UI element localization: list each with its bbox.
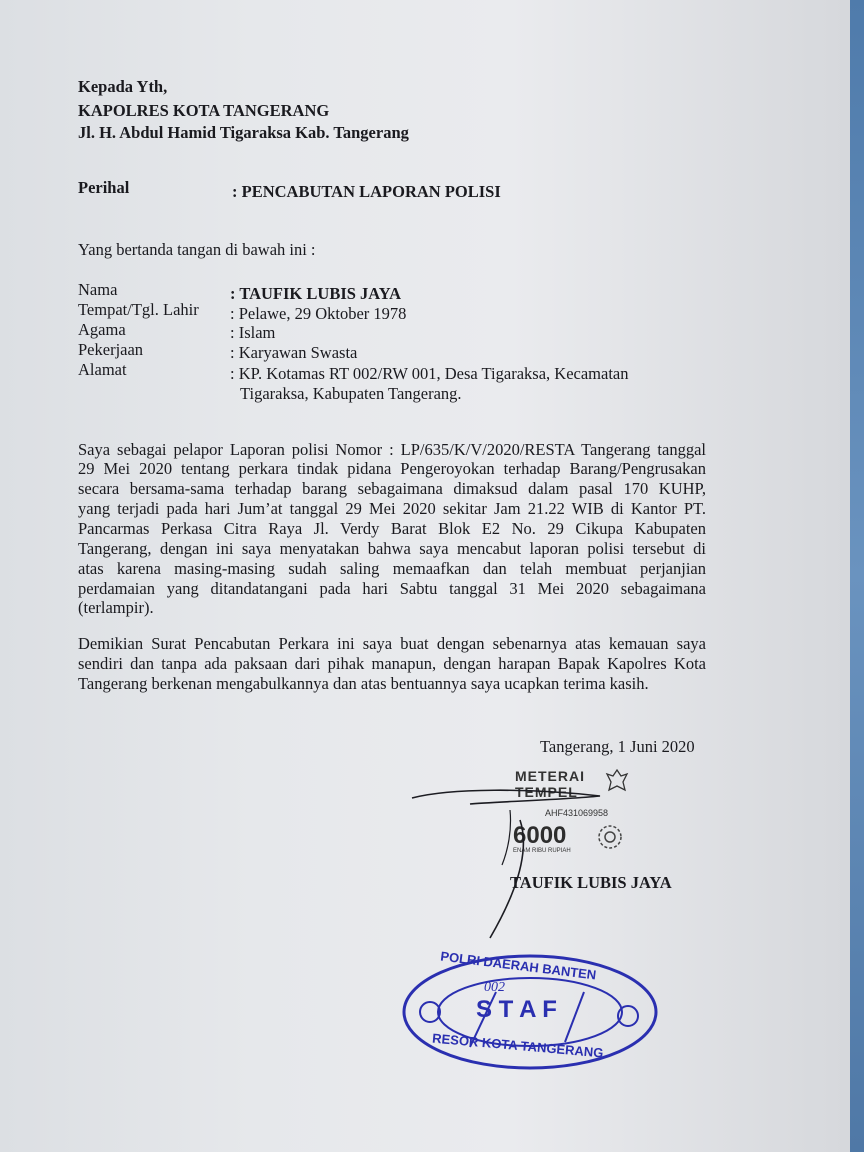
subject-value: : PENCABUTAN LAPORAN POLISI: [232, 182, 501, 201]
paragraph-line: Pancarmas Perkasa Citra Raya Jl. Verdy Barat Blok E2 No. 29 Cikupa Kabupaten: [78, 519, 706, 538]
identity-label: Alamat: [78, 360, 127, 379]
paragraph-line: secara bersama-sama terhadap barang sebagaimana dimaksud dalam pasal 170 KUHP,: [78, 479, 706, 498]
identity-label: Nama: [78, 280, 118, 299]
handwritten-signature: [410, 770, 610, 945]
identity-value: : Karyawan Swasta: [230, 343, 358, 362]
recipient-greeting: Kepada Yth,: [78, 77, 168, 96]
recipient-office: KAPOLRES KOTA TANGERANG: [78, 101, 330, 120]
paragraph-line: yang terjadi pada hari Jum’at tanggal 29 Mei 2020 sekitar Jam 21.22 WIB di Kantor PT.: [78, 499, 706, 518]
stamp-bottom-text: RESOR KOTA TANGERANG: [431, 1030, 604, 1061]
meterai-amount: 6000: [513, 822, 567, 849]
place-date: Tangerang, 1 Juni 2020: [540, 737, 695, 756]
identity-label: Tempat/Tgl. Lahir: [78, 300, 199, 319]
meterai-line1: METERAI: [515, 768, 585, 784]
stamp-middle-text: S T A F: [476, 996, 557, 1023]
meterai-amount-words: ENAM RIBU RUPIAH: [513, 848, 571, 854]
paragraph-line: 29 Mei 2020 tentang perkara tindak pidana Pengeroyokan terhadap Barang/Pengrusakan: [78, 459, 706, 478]
subject-label: Perihal: [78, 178, 130, 197]
identity-label: Pekerjaan: [78, 340, 144, 359]
paragraph-line: Tangerang, dengan ini saya menyatakan bahwa saya mencabut laporan polisi tersebut di: [78, 539, 706, 558]
police-stamp: [400, 948, 660, 1072]
paragraph-line: Tangerang berkenan mengabulkannya dan atas bentuannya saya ucapkan terima kasih.: [78, 674, 649, 693]
signer-name: TAUFIK LUBIS JAYA: [510, 873, 672, 892]
identity-value: : KP. Kotamas RT 002/RW 001, Desa Tigaraksa, Kecamatan: [230, 364, 629, 383]
paragraph-line: Saya sebagai pelapor Laporan polisi Nomor : LP/635/K/V/2020/RESTA Tangerang tanggal: [78, 440, 706, 459]
paragraph-line: Demikian Surat Pencabutan Perkara ini saya buat dengan sebenarnya atas kemauan saya: [78, 634, 706, 653]
recipient-address: Jl. H. Abdul Hamid Tigaraksa Kab. Tangerang: [78, 123, 409, 142]
background-edge: [850, 0, 864, 1152]
identity-value: : Pelawe, 29 Oktober 1978: [230, 304, 407, 323]
identity-value: : Islam: [230, 323, 276, 342]
intro-text: Yang bertanda tangan di bawah ini :: [78, 240, 316, 259]
paragraph-line: perdamaian yang ditandatangani pada hari Sabtu tanggal 31 Mei 2020 sebagaimana: [78, 579, 706, 598]
identity-label: Agama: [78, 320, 126, 339]
stamp-handwritten-number: 002: [484, 980, 505, 995]
identity-value: : TAUFIK LUBIS JAYA: [230, 284, 402, 303]
meterai-serial: AHF431069958: [545, 808, 609, 818]
paragraph-line: sendiri dan tanpa ada paksaan dari pihak manapun, dengan harapan Bapak Kapolres Kota: [78, 654, 706, 673]
meterai-line2: TEMPEL: [515, 784, 578, 800]
stamp-top-text: POLRI DAERAH BANTEN: [439, 948, 598, 983]
paragraph-line: atas karena masing-masing sudah saling memaafkan dan telah membuat perjanjian: [78, 559, 706, 578]
paragraph-line: (terlampir).: [78, 598, 154, 617]
address-continuation: Tigaraksa, Kabupaten Tangerang.: [240, 384, 462, 403]
